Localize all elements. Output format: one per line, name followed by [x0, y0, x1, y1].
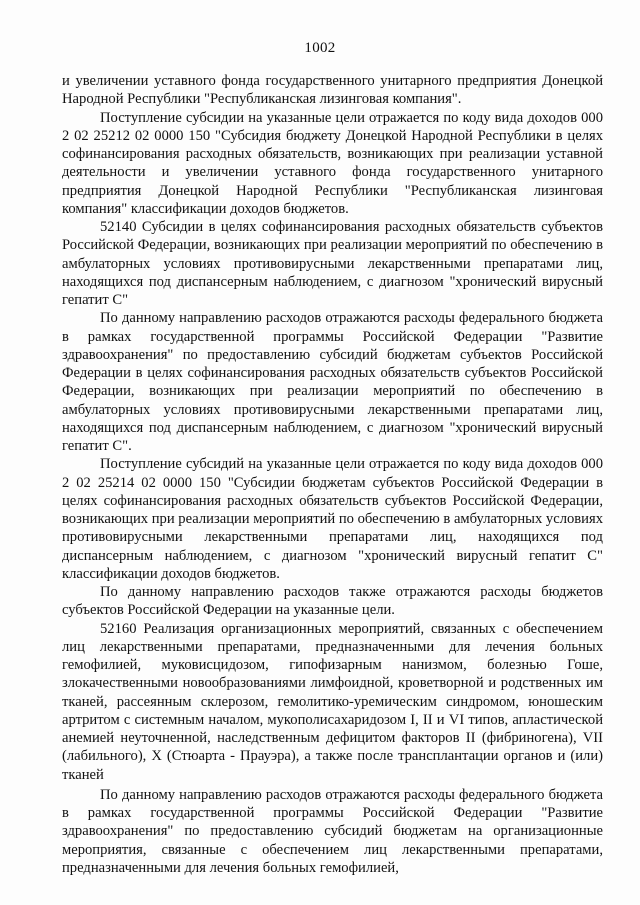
paragraph-heading-52140: 52140 Субсидии в целях софинансирования расходных обязательств субъектов Российской Федерации, возникающих при реализации мероприятий по обеспечению в амбулаторных условиях противовирусными лекарственными препаратами лиц, находящихся под диспансерным наблюдением, с диагнозом "хронический вирусный гепатит С" — [62, 219, 603, 308]
document-body — [62, 72, 603, 877]
page-number: 1002 — [304, 40, 336, 56]
paragraph-continuation: и увеличении уставного фонда государственного унитарного предприятия Донецкой Народной Республики "Республиканская лизинговая компания". — [62, 73, 603, 108]
paragraph-income-code-25212: Поступление субсидии на указанные цели отражается по коду вида доходов 000 2 02 25212 02 0000 150 "Субсидия бюджету Донецкой Народной Республики в целях софинансирования расходных обязательств, возникающих при реализации уставной деятельности и увеличении уставного фонда государственного унитарного предприятия Донецкой Народной Республики "Республиканская лизинговая компания" классификации доходов бюджетов. — [62, 109, 603, 217]
paragraph-heading-52160: 52160 Реализация организационных мероприятий, связанных с обеспечением лиц лекарственными препаратами, предназначенными для лечения больных гемофилией, муковисцидозом, гипофизарным нанизмом, болезнью Гоше, злокачественными новообразованиями лимфоидной, кроветворной и родственных им тканей, рассеянным склерозом, гемолитико-уремическим синдромом, юношеским артритом с системным началом, мукополисахаридозом I, II и VI типов, апластической анемией неуточненной, наследственным дефицитом факторов II (фибриногена), VII (лабильного), X (Стюарта - Прауэра), а также после трансплантации органов и (или) тканей — [62, 620, 603, 783]
paragraph-income-code-25214: Поступление субсидий на указанные цели отражается по коду вида доходов 000 2 02 25214 02 0000 150 "Субсидии бюджетам субъектов Российской Федерации в целях софинансирования расходных обязательств субъектов Российской Федерации, возникающих при реализации мероприятий по обеспечению в амбулаторных условиях противовирусными лекарственными препаратами лиц, находящихся под диспансерным наблюдением, с диагнозом "хронический вирусный гепатит С" классификации доходов бюджетов. — [62, 456, 603, 582]
paragraph-expenses-52160: По данному направлению расходов отражаются расходы федерального бюджета в рамках государственной программы Российской Федерации "Развитие здравоохранения" по предоставлению субсидий бюджетам на организационные мероприятия, связанные с обеспечением лиц лекарственными препаратами, предназначенными для лечения больных гемофилией, — [62, 786, 603, 876]
paragraph-expenses-52140: По данному направлению расходов отражаются расходы федерального бюджета в рамках государственной программы Российской Федерации "Развитие здравоохранения" по предоставлению субсидий бюджетам субъектов Российской Федерации в целях софинансирования расходных обязательств субъектов Российской Федерации, возникающих при реализации мероприятий по обеспечению в амбулаторных условиях противовирусными лекарственными препаратами лиц, находящихся под диспансерным наблюдением, с диагнозом "хронический вирусный гепатит С". — [62, 310, 603, 454]
paragraph-regional-expenses: По данному направлению расходов также отражаются расходы бюджетов субъектов Российской Федерации на указанные цели. — [62, 584, 603, 619]
